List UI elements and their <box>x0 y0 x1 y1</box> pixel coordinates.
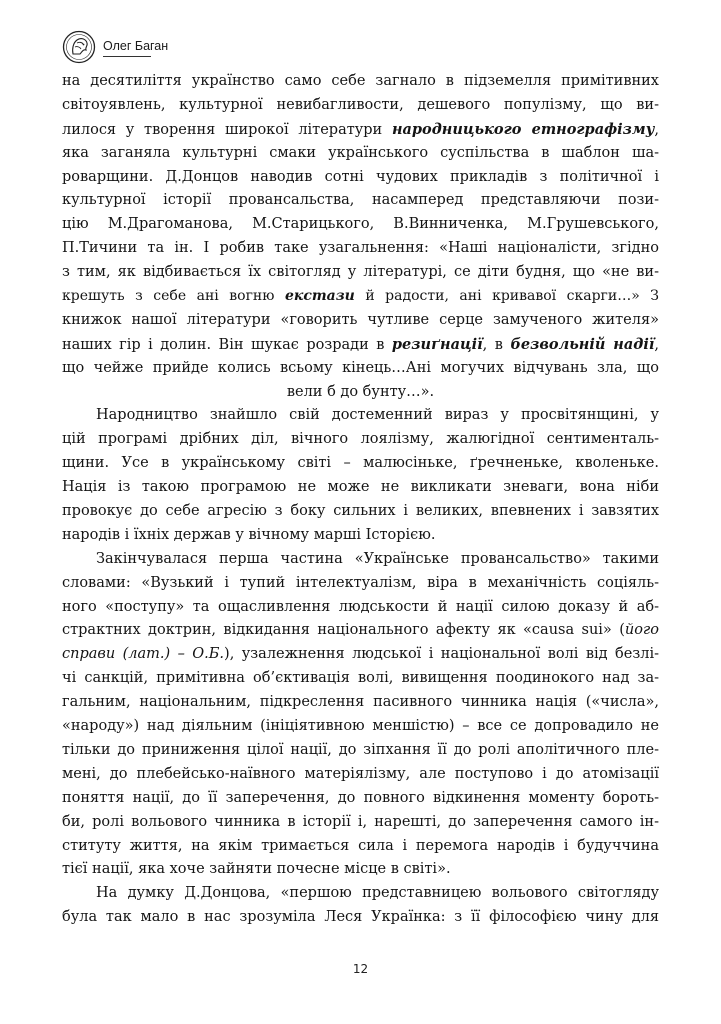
text-line: гальним, національним, підкреслення пасивного чинника нація («числа», <box>62 694 659 711</box>
emphasis-text: безвольній надії <box>510 335 655 353</box>
text-line: мені, до плебейсько-наївного матеріялізму, але поступово і до атомізації <box>62 765 659 782</box>
text-line: яка заганяла культурні смаки українського суспільства в шаблон ша- <box>62 144 659 161</box>
text-line: тієї нації, яка хоче зайняти почесне місце в світі». <box>62 861 451 878</box>
text-line: вели б до бунту…». <box>286 383 435 400</box>
emphasis-text: екстази <box>284 288 355 305</box>
stylized-head-emblem-icon <box>62 30 96 64</box>
emphasis-text: народницького етнографізму <box>391 120 655 138</box>
running-header <box>62 30 169 74</box>
text-line: з тим, як відбивається їх світогляд у літературі, се діти будня, що «не ви- <box>62 264 659 281</box>
text-line: ституту життя, на якім тримається сила і перемога народів і будуччина <box>62 837 659 854</box>
publisher-logo <box>62 30 96 64</box>
text-line: крешуть з себе ані вогню екстази й радости, ані кривавої скарги…» З <box>62 288 659 305</box>
body-text <box>62 70 659 930</box>
text-line: страктних доктрин, відкидання національного афекту як «causa sui» (його <box>62 622 659 639</box>
text-line: П.Тичини та ін. І робив таке узагальнення: «Наші націоналісти, згідно <box>62 240 659 257</box>
text-line: би, ролі вольового чинника в історії і, нарешті, до заперечення самого ін- <box>62 813 659 830</box>
italic-text: справи (лат.) – О.Б. <box>62 646 225 663</box>
text-line: словами: «Вузький і тупий інтелектуалізм, віра в механічність соціяль- <box>62 574 659 591</box>
text-line: наших гір і долин. Він шукає розради в резиґнації, в безвольній надії, <box>62 335 659 353</box>
text-line: що чейже прийде колись всьому кінець…Ані могучих відчувань зла, що <box>62 359 659 376</box>
text-line: Народництво знайшло свій достеменний вираз у просвітянщині, у <box>96 407 659 424</box>
text-line: поняття нації, до її заперечення, до повного відкинення моменту бороть- <box>62 789 659 806</box>
text-line: На думку Д.Донцова, «першою представницею вольового світогляду <box>96 885 659 902</box>
text-line: світоуявлень, культурної невибагливости, дешевого популізму, що ви- <box>62 96 659 113</box>
text-line: цій програмі дрібних діл, вічного лоялізму, жалюгідної сентименталь- <box>62 431 659 448</box>
text-line: цію М.Драгоманова, М.Старицького, В.Винниченка, М.Грушевського, <box>62 216 659 233</box>
text-line: чі санкцій, примітивна об’єктивація волі, вивищення поодинокого над за- <box>62 670 659 687</box>
text-line: народів і їхніх держав у вічному марші Історією. <box>62 526 436 543</box>
emphasis-text: резиґнації <box>391 335 483 353</box>
text-line: «народу») над діяльним (ініціятивною меншістю) – все се допровадило не <box>62 718 659 735</box>
text-line: була так мало в нас зрозуміла Леся Українка: з її філософією чину для <box>62 909 659 926</box>
text-line: ного «поступу» та ощасливлення людськости й нації силою доказу й аб- <box>62 598 659 615</box>
text-line: культурної історії провансальства, насамперед представляючи пози- <box>62 192 659 209</box>
italic-text: його <box>624 622 659 639</box>
text-line: роварщини. Д.Донцов наводив сотні чудових прикладів з політичної і <box>62 168 659 185</box>
text-line: справи (лат.) – О.Б.), узалежнення людської і національної волі від безлі- <box>62 646 659 663</box>
page-number: 12 <box>352 962 369 976</box>
text-line: Нація із такою програмою не може не викликати зневаги, вона ніби <box>62 479 659 496</box>
text-line: лилося у творення широкої літератури народницького етнографізму, <box>62 120 659 138</box>
author-name: Олег Баган <box>103 39 169 53</box>
header-rule <box>103 56 151 57</box>
text-line: книжок нашої літератури «говорить чутливе серце замученого жителя» <box>62 311 659 328</box>
text-line: провокує до себе агресію з боку сильних і великих, впевнених і завзятих <box>62 503 659 520</box>
text-line: щини. Усе в українському світі – малюсіньке, ґречненьке, кволеньке. <box>62 455 659 472</box>
text-line: на десятиліття українство само себе загнало в підземелля примітивних <box>62 73 659 89</box>
text-line: Закінчувалася перша частина «Українське провансальство» такими <box>96 550 659 567</box>
text-line: тільки до приниження цілої нації, до зіпхання її до ролі аполітичного пле- <box>62 741 659 758</box>
